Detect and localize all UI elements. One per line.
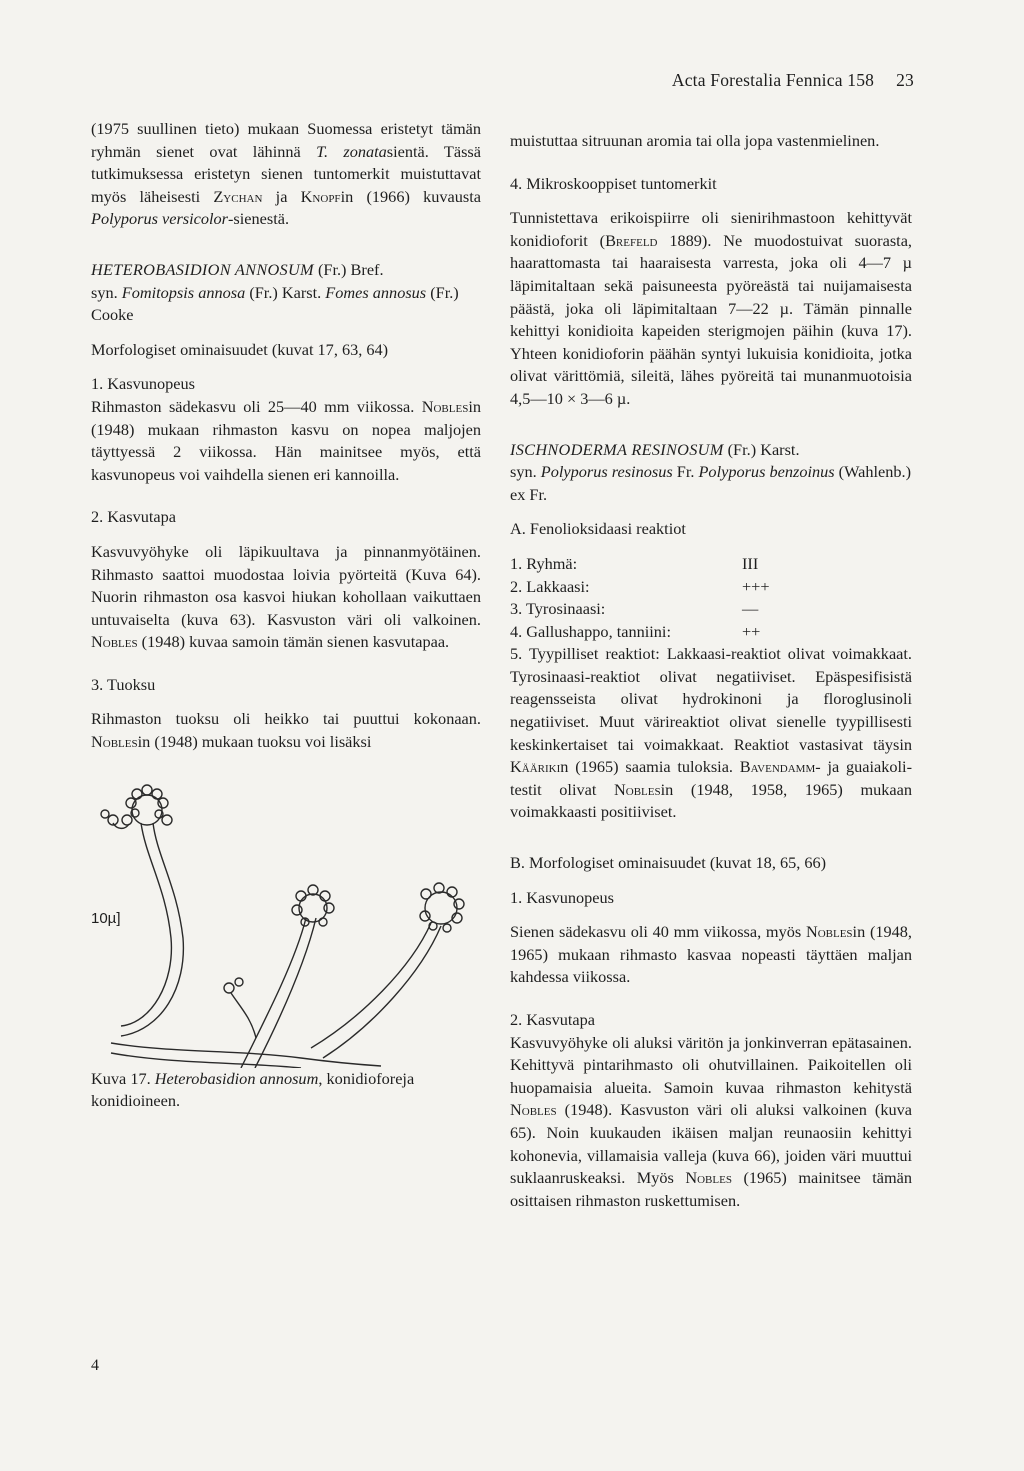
- section-heading: B. Morfologiset ominaisuudet (kuvat 18, 65, 66): [510, 853, 827, 873]
- reaction-label: 1. Ryhmä:: [510, 553, 578, 573]
- author-name: Kääriki: [510, 757, 561, 777]
- section-heading: 2. Kasvutapa: [510, 1010, 595, 1029]
- reaction-label: 2. Lakkaasi:: [510, 576, 590, 596]
- syn-label: syn.: [91, 282, 122, 302]
- text: (1948). Kasvuston väri oli aluksi valkoinen (kuva 65). Noin kuukauden ikäisen maljan reunaosiin kehittyi kohonevia, villamaisia valleja (kuva 66), joiden väri muuttui suklaanruskeaksi. Myös: [510, 1100, 912, 1188]
- text: 1889). Ne muodostuivat suorasta, haarattomasta tai haaraisesta varresta, joka oli 4—7 µ läpimitaltaan sekä paisuneesta pyöreästä tai nuijamaisesta päästä, joka oli läpimitaltaan 7—22 µ. Tämän pinnalle kehittyi konidioita kapeiden sterigmojen päihin (kuva 17). Yhteen konidioforin päähän syntyi lukuisia konidioita, jotka olivat värittömiä, sileitä, lähes pyöreitä tai munanmuotoisia 4,5—10 × 3—6 µ.: [510, 230, 912, 408]
- morph-heading: Morfologiset ominaisuudet (kuvat 17, 63, 64): [91, 339, 389, 359]
- reaction-value: —: [742, 599, 759, 619]
- page-marker: 4: [91, 1357, 99, 1374]
- caption-species: Heterobasidion annosum: [154, 1068, 319, 1088]
- page-number: 23: [896, 70, 914, 90]
- synonym-name: Polyporus benzoinus: [698, 462, 835, 482]
- text: (Fr.) Karst.: [245, 282, 326, 302]
- synonym-name: Fomes annosus: [325, 282, 427, 302]
- text: (Wahlenb.) ex Fr.: [510, 462, 912, 504]
- synonym-name: Fomitopsis annosa: [121, 282, 246, 302]
- text: - ja guaiakoli-testit olivat: [510, 757, 913, 799]
- figure-caption: [91, 1068, 481, 1113]
- species-name: ISCHNODERMA RESINOSUM: [510, 439, 724, 459]
- text: Fr.: [672, 462, 699, 482]
- species-heading: [91, 259, 481, 282]
- text: (1975 suullinen tieto) mukaan Suomessa eristetyt tämän ryhmän sienet ovat lähinnä: [91, 119, 481, 161]
- synonym-name: Polyporus resinosus: [540, 462, 673, 482]
- reaction-label: 3. Tyrosinaasi:: [510, 599, 606, 619]
- author-name: Knopf: [300, 186, 341, 206]
- reaction-heading: A. Fenolioksidaasi reaktiot: [510, 519, 686, 539]
- figure-conidiophores: [91, 768, 481, 1068]
- scale-bracket: ]: [116, 909, 121, 927]
- species-author: (Fr.) Bref.: [313, 259, 384, 279]
- text: (1948) kuvaa samoin tämän sienen kasvutapaa.: [137, 632, 450, 652]
- section-text: [91, 708, 481, 753]
- continued-text: muistuttaa sitruunan aromia tai olla jopa vastenmielinen.: [510, 131, 880, 150]
- syn-label: syn.: [510, 462, 541, 482]
- text: in (1948, 1965) mukaan rihmasto kasvaa nopeasti täyttäen maljan kahdessa viikossa.: [510, 922, 913, 987]
- text: in (1966) kuvausta: [340, 186, 481, 206]
- text: 5. Tyypilliset reaktiot: Lakkaasi-reaktiot olivat voimakkaat. Tyrosinaasi-reaktiot olivat negatiiviset. Epäspesifisistä reagensseista olivat hydrokinoni ja floroglusinoli negatiiviset. Muut värireaktiot olivat sienelle tyypillisesti keskinkertaiset tai voimakkaat. Reaktiot vastasivat täysin: [510, 644, 912, 754]
- section-heading: 1. Kasvunopeus: [91, 374, 196, 394]
- reaction-row: [510, 553, 912, 576]
- scale-bar: [91, 908, 121, 931]
- reaction-row: [510, 576, 912, 599]
- text: in (1948, 1958, 1965) mukaan voimakkaasti positiiviset.: [510, 779, 913, 822]
- section-text: [510, 207, 912, 410]
- text: in (1948) mukaan tuoksu voi lisäksi: [137, 732, 372, 752]
- author-name: Brefeld: [605, 230, 658, 250]
- scale-label: 10µ: [91, 909, 117, 927]
- section-text: [510, 921, 912, 989]
- author-name: Bavendamm: [739, 757, 816, 777]
- right-column: [510, 130, 912, 1212]
- section-text: [91, 396, 481, 486]
- author-name: Nobles: [421, 396, 469, 416]
- left-column: [91, 118, 481, 1113]
- species-author: (Fr.) Karst.: [723, 439, 800, 459]
- reaction-value: +++: [742, 576, 770, 596]
- section-heading: 2. Kasvutapa: [91, 507, 176, 527]
- reaction-value: III: [742, 553, 759, 573]
- reaction-value: ++: [742, 621, 761, 641]
- species-name: HETEROBASIDION ANNOSUM: [91, 259, 314, 279]
- section-text: [510, 1032, 912, 1213]
- author-name: Nobles: [685, 1168, 732, 1188]
- reaction-label: 4. Gallushappo, tanniini:: [510, 621, 671, 641]
- text: sientä. Tässä tutkimuksessa eristetyn sienen tuntomerkit muistuttavat myös läheisesti: [91, 141, 481, 206]
- species-italic: Polyporus versicolor: [91, 209, 229, 229]
- synonyms: [510, 461, 912, 506]
- text: (Fr.) Cooke: [91, 282, 459, 325]
- species-heading: [510, 439, 912, 462]
- text: (1965) mainitsee tämän osittaisen rihmaston ruskettumisen.: [510, 1168, 912, 1210]
- section-heading: 3. Tuoksu: [91, 674, 156, 694]
- author-name: Nobles: [91, 632, 138, 652]
- reaction-row: [510, 621, 912, 644]
- species-italic: T. zonata: [316, 141, 387, 161]
- section-heading: 4. Mikroskooppiset tuntomerkit: [510, 173, 717, 193]
- text: Rihmaston sädekasvu oli 25—40 mm viikossa.: [91, 396, 422, 416]
- text: Sienen sädekasvu oli 40 mm viikossa, myös: [510, 922, 806, 942]
- text: n (1965) saamia tuloksia.: [560, 757, 740, 777]
- text: in (1948) mukaan rihmaston kasvu on nopea maljojen täyttyessä 2 viikossa. Hän mainitsee myös, että kasvunopeus voi vaihdella sienen eri kannoilla.: [91, 396, 481, 484]
- author-name: Nobles: [91, 732, 138, 752]
- text: Rihmaston tuoksu oli heikko tai puuttui kokonaan.: [91, 709, 481, 729]
- reaction-row: [510, 598, 912, 621]
- conidiophore-drawing: [91, 768, 481, 1068]
- author-name: Nobles: [510, 1100, 557, 1120]
- synonyms: [91, 282, 481, 327]
- text: Tunnistettava erikoispiirre oli sienirihmastoon kehittyvät konidioforit (: [510, 208, 912, 250]
- author-name: Zychan: [213, 186, 263, 206]
- text: Kasvuvyöhyke oli aluksi väritön ja jonkinverran epätasainen. Kehittyvä pintarihmasto oli ohutvillainen. Paikoitellen oli huopamaisia alueita. Samoin kuvaa rihmaston kehitystä: [510, 1032, 912, 1097]
- text: ja: [262, 186, 301, 206]
- text: Kasvuvyöhyke oli läpikuultava ja pinnanmyötäinen. Rihmasto saattoi muodostaa loivia pyörteitä (Kuva 64). Nuorin rihmaston osa kasvoi hiukan kohollaan vaikuttaen untuvaiselta (kuva 63). Kasvuston väri oli valkoinen.: [91, 541, 481, 629]
- author-name: Nobles: [805, 922, 853, 942]
- running-header: [672, 70, 914, 91]
- text: -sienestä.: [228, 209, 290, 229]
- caption-text: , konidioforeja konidioineen.: [91, 1068, 415, 1111]
- author-name: Nobles: [614, 779, 661, 799]
- section-heading: 1. Kasvunopeus: [510, 887, 615, 907]
- intro-paragraph: [91, 118, 481, 231]
- reaction-text: [510, 643, 912, 824]
- caption-label: Kuva 17.: [91, 1068, 155, 1088]
- section-text: [91, 541, 481, 654]
- journal-title: Acta Forestalia Fennica 158: [671, 70, 875, 90]
